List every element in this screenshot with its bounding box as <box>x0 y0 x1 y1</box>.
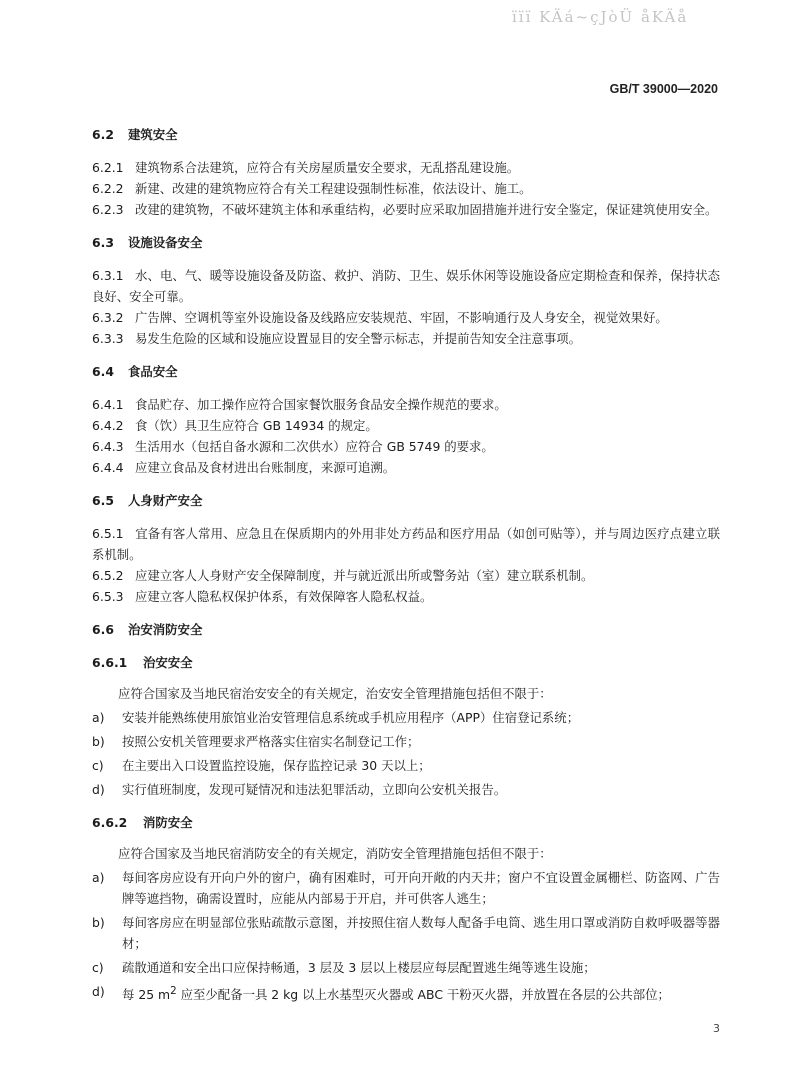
clause-text: 应建立客人人身财产安全保障制度，并与就近派出所或警务站（室）建立联系机制。 <box>135 568 594 583</box>
clause-text: 生活用水（包括自备水源和二次供水）应符合 GB 5749 的要求。 <box>135 439 494 454</box>
list-text-part: 每 25 m <box>122 987 171 1003</box>
clause-number: 6.3.1 <box>92 268 124 283</box>
subsection-heading <box>92 652 720 673</box>
clause-text: 新建、改建的建筑物应符合有关工程建设强制性标准，依法设计、施工。 <box>135 181 532 196</box>
clause-number: 6.4.3 <box>92 439 124 454</box>
clause-text: 应建立食品及食材进出台账制度，来源可追溯。 <box>135 460 396 475</box>
clause-text: 应建立客人隐私权保护体系，有效保障客人隐私权益。 <box>135 589 433 604</box>
section-heading <box>92 490 720 511</box>
section-number: 6.2 <box>92 127 114 142</box>
list-marker: a) <box>92 870 105 885</box>
list-text <box>122 987 670 1002</box>
section-title: 治安消防安全 <box>128 622 203 637</box>
clause <box>92 586 720 607</box>
clause-text: 食（饮）具卫生应符合 GB 14934 的规定。 <box>135 418 378 433</box>
clause-text: 改建的建筑物，不破坏建筑主体和承重结构，必要时应采取加固措施并进行安全鉴定，保证建筑使用安全。 <box>135 202 718 217</box>
clause-number: 6.2.2 <box>92 181 124 196</box>
clause-number: 6.3.2 <box>92 310 124 325</box>
clause <box>92 328 720 349</box>
section-title: 建筑安全 <box>128 127 178 142</box>
section-title: 人身财产安全 <box>128 493 203 508</box>
clause-number: 6.5.3 <box>92 589 124 604</box>
list-item <box>92 731 720 752</box>
clause <box>92 307 720 328</box>
list-text: 按照公安机关管理要求严格落实住宿实名制登记工作； <box>122 734 420 749</box>
clause <box>92 523 720 565</box>
clause <box>92 565 720 586</box>
clause-text: 食品贮存、加工操作应符合国家餐饮服务食品安全操作规范的要求。 <box>135 397 507 412</box>
section-heading <box>92 619 720 640</box>
document-body <box>92 124 720 1008</box>
section-number: 6.3 <box>92 235 114 250</box>
list-marker: d) <box>92 782 105 797</box>
list-text: 每间客房应在明显部位张贴疏散示意图，并按照住宿人数每人配备手电筒、逃生用口罩或消防自救呼吸器等器材； <box>122 915 720 951</box>
list-item <box>92 779 720 800</box>
subsection-heading <box>92 812 720 833</box>
section-heading <box>92 124 720 145</box>
clause-text: 宜备有客人常用、应急且在保质期内的外用非处方药品和医疗用品（如创可贴等），并与周边医疗点建立联系机制。 <box>92 526 720 562</box>
list-marker: b) <box>92 734 105 749</box>
section-number: 6.6 <box>92 622 114 637</box>
page-number: 3 <box>713 1022 720 1035</box>
list-marker: b) <box>92 915 105 930</box>
clause <box>92 436 720 457</box>
list-text: 疏散通道和安全出口应保持畅通，3 层及 3 层以上楼层应每层配置逃生绳等逃生设施； <box>122 960 596 975</box>
clause-number: 6.4.2 <box>92 418 124 433</box>
clause <box>92 178 720 199</box>
list-item <box>92 755 720 776</box>
clause <box>92 394 720 415</box>
clause <box>92 157 720 178</box>
subsection-title: 消防安全 <box>143 815 193 830</box>
list-marker: c) <box>92 758 104 773</box>
clause-text: 水、电、气、暖等设施设备及防盗、救护、消防、卫生、娱乐休闲等设施设备应定期检查和保养，保持状态良好、安全可靠。 <box>92 268 720 304</box>
list-item <box>92 912 720 954</box>
list-item <box>92 957 720 978</box>
clause-number: 6.5.2 <box>92 568 124 583</box>
list-item <box>92 867 720 909</box>
clause <box>92 457 720 478</box>
clause-text: 建筑物系合法建筑，应符合有关房屋质量安全要求，无乱搭乱建设施。 <box>135 160 520 175</box>
subsection-number: 6.6.1 <box>92 655 128 670</box>
superscript: 2 <box>170 985 177 997</box>
section-number: 6.5 <box>92 493 114 508</box>
list-item <box>92 981 720 1005</box>
list-text: 实行值班制度，发现可疑情况和违法犯罪活动，立即向公安机关报告。 <box>122 782 507 797</box>
subsection-title: 治安安全 <box>143 655 193 670</box>
clause-number: 6.2.3 <box>92 202 124 217</box>
intro-paragraph: 应符合国家及当地民宿消防安全的有关规定，消防安全管理措施包括但不限于： <box>118 846 552 861</box>
document-number: GB/T 39000—2020 <box>609 82 718 96</box>
section-title: 食品安全 <box>128 364 178 379</box>
clause-number: 6.2.1 <box>92 160 124 175</box>
watermark: ïïï KÄá~çJòÜ åKÄå <box>512 8 689 26</box>
list-marker: a) <box>92 710 105 725</box>
list-text: 安装并能熟练使用旅馆业治安管理信息系统或手机应用程序（APP）住宿登记系统； <box>122 710 580 725</box>
section-number: 6.4 <box>92 364 114 379</box>
clause-text: 广告牌、空调机等室外设施设备及线路应安装规范、牢固，不影响通行及人身安全，视觉效果好。 <box>135 310 668 325</box>
section-heading <box>92 361 720 382</box>
section-title: 设施设备安全 <box>128 235 203 250</box>
clause <box>92 265 720 307</box>
clause <box>92 199 720 220</box>
section-heading <box>92 232 720 253</box>
list-text-part: 应至少配备一具 2 kg 以上水基型灭火器或 ABC 干粉灭火器，并放置在各层的公共部位； <box>176 987 670 1003</box>
list-text: 在主要出入口设置监控设施，保存监控记录 30 天以上； <box>122 758 431 773</box>
clause-number: 6.4.4 <box>92 460 124 475</box>
intro-paragraph: 应符合国家及当地民宿治安安全的有关规定，治安安全管理措施包括但不限于： <box>118 686 552 701</box>
clause-text: 易发生危险的区域和设施应设置显目的安全警示标志，并提前告知安全注意事项。 <box>135 331 582 346</box>
clause-number: 6.5.1 <box>92 526 124 541</box>
clause-number: 6.3.3 <box>92 331 124 346</box>
list-item <box>92 707 720 728</box>
list-marker: c) <box>92 960 104 975</box>
list-text: 每间客房应设有开向户外的窗户，确有困难时，可开向开敞的内天井；窗户不宜设置金属栅栏、防盗网、广告牌等遮挡物，确需设置时，应能从内部易于开启，并可供客人逃生； <box>122 870 720 906</box>
clause <box>92 415 720 436</box>
subsection-number: 6.6.2 <box>92 815 128 830</box>
list-marker: d) <box>92 984 105 999</box>
clause-number: 6.4.1 <box>92 397 124 412</box>
